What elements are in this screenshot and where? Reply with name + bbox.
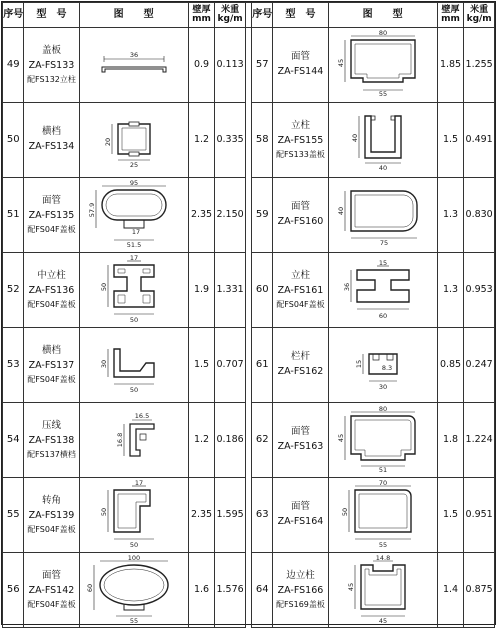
model-cell: 边立柱 ZA-FS166 配FS169盖板 <box>273 553 328 628</box>
svg-text:55: 55 <box>378 541 387 549</box>
profile-drawing <box>79 28 188 103</box>
table-row <box>3 178 495 253</box>
header-row <box>3 3 495 28</box>
svg-text:16.5: 16.5 <box>134 412 149 420</box>
svg-text:17: 17 <box>131 228 140 236</box>
profile-drawing <box>79 328 188 403</box>
model-cell: 盖板 ZA-FS133 配FS132立柱 <box>24 28 79 103</box>
table-row <box>3 328 495 403</box>
model-cell: 面管 ZA-FS144 <box>273 28 328 103</box>
weight-cell: 0.335 <box>215 103 246 178</box>
profile-drawing <box>328 478 437 553</box>
svg-text:17: 17 <box>134 480 143 487</box>
corner-profile-icon <box>84 480 184 550</box>
weight-cell: 0.830 <box>464 178 495 253</box>
weight-cell: 0.953 <box>464 253 495 328</box>
header-model: 型 号 <box>24 3 79 28</box>
seq-cell: 57 <box>252 28 273 103</box>
svg-text:55: 55 <box>378 90 387 98</box>
weight-cell: 0.875 <box>464 553 495 628</box>
thickness-cell: 2.35 <box>188 478 215 553</box>
thickness-cell: 1.9 <box>188 253 215 328</box>
seq-cell: 56 <box>3 553 24 628</box>
header-weight: 米重 kg/m <box>464 3 495 28</box>
thickness-cell: 0.9 <box>188 28 215 103</box>
oval-face-tube-profile-icon <box>84 180 184 250</box>
svg-text:40: 40 <box>350 133 359 143</box>
header-seq: 序号 <box>3 3 24 28</box>
svg-text:80: 80 <box>378 30 387 37</box>
profile-drawing <box>79 553 188 628</box>
svg-text:36: 36 <box>342 282 351 292</box>
model-cell: 面管 ZA-FS160 <box>273 178 328 253</box>
svg-text:30: 30 <box>378 383 387 391</box>
edge-post-profile-icon <box>333 555 433 625</box>
svg-text:40: 40 <box>378 164 387 172</box>
svg-text:51: 51 <box>378 466 387 474</box>
thickness-cell: 1.5 <box>437 478 464 553</box>
oval-face-tube-profile-icon <box>84 555 184 625</box>
svg-text:50: 50 <box>129 386 138 394</box>
table-row <box>3 103 495 178</box>
svg-text:45: 45 <box>378 617 387 625</box>
header-drawing: 图 型 <box>328 3 437 28</box>
svg-text:50: 50 <box>99 507 108 517</box>
svg-text:45: 45 <box>346 582 355 592</box>
weight-cell: 1.224 <box>464 403 495 478</box>
profile-drawing <box>79 178 188 253</box>
svg-text:15: 15 <box>354 359 363 369</box>
weight-cell: 0.113 <box>215 28 246 103</box>
seq-cell: 54 <box>3 403 24 478</box>
weight-cell: 0.707 <box>215 328 246 403</box>
seq-cell: 58 <box>252 103 273 178</box>
svg-text:50: 50 <box>99 282 108 292</box>
svg-text:8.3: 8.3 <box>381 364 392 372</box>
svg-text:17: 17 <box>129 255 138 262</box>
seq-cell: 60 <box>252 253 273 328</box>
seq-cell: 63 <box>252 478 273 553</box>
weight-cell: 0.491 <box>464 103 495 178</box>
svg-text:50: 50 <box>340 507 349 517</box>
railing-profile-icon <box>333 338 433 392</box>
header-weight: 米重 kg/m <box>215 3 246 28</box>
model-cell: 立柱 ZA-FS155 配FS133盖板 <box>273 103 328 178</box>
profile-drawing <box>79 103 188 178</box>
thickness-cell: 1.8 <box>437 403 464 478</box>
profile-spec-sheet <box>1 1 496 625</box>
model-cell: 横档 ZA-FS137 配FS04F盖板 <box>24 328 79 403</box>
rounded-face-tube-profile-icon <box>333 183 433 247</box>
model-cell: 面管 ZA-FS135 配FS04F盖板 <box>24 178 79 253</box>
thickness-cell: 1.4 <box>437 553 464 628</box>
svg-text:15: 15 <box>378 259 387 267</box>
weight-cell: 1.255 <box>464 28 495 103</box>
face-tube-profile-icon <box>333 406 433 474</box>
header-thickness: 壁厚 mm <box>437 3 464 28</box>
header-seq: 序号 <box>252 3 273 28</box>
rail-profile-icon <box>84 110 184 170</box>
thickness-cell: 1.3 <box>437 178 464 253</box>
thickness-cell: 1.5 <box>437 103 464 178</box>
model-cell: 转角 ZA-FS139 配FS04F盖板 <box>24 478 79 553</box>
thickness-cell: 1.3 <box>437 253 464 328</box>
svg-text:51.5: 51.5 <box>126 241 141 249</box>
middle-post-profile-icon <box>84 255 184 325</box>
weight-cell: 1.576 <box>215 553 246 628</box>
svg-text:45: 45 <box>336 58 345 68</box>
profile-drawing <box>328 28 437 103</box>
svg-text:25: 25 <box>129 161 138 169</box>
weight-cell: 1.595 <box>215 478 246 553</box>
seq-cell: 64 <box>252 553 273 628</box>
model-cell: 面管 ZA-FS164 <box>273 478 328 553</box>
svg-text:95: 95 <box>129 180 138 187</box>
weight-cell: 0.951 <box>464 478 495 553</box>
profile-drawing <box>79 478 188 553</box>
svg-text:30: 30 <box>99 359 108 369</box>
seq-cell: 49 <box>3 28 24 103</box>
svg-text:60: 60 <box>378 312 387 320</box>
table-row <box>3 403 495 478</box>
header-thickness: 壁厚 mm <box>188 3 215 28</box>
svg-text:80: 80 <box>378 406 387 413</box>
seq-cell: 51 <box>3 178 24 253</box>
profile-table <box>2 2 495 628</box>
table-row <box>3 28 495 103</box>
svg-text:100: 100 <box>127 555 140 562</box>
l-rail-profile-icon <box>84 335 184 395</box>
svg-text:60: 60 <box>85 583 94 593</box>
profile-drawing <box>328 553 437 628</box>
svg-text:75: 75 <box>379 239 388 247</box>
thickness-cell: 1.5 <box>188 328 215 403</box>
model-cell: 横档 ZA-FS134 <box>24 103 79 178</box>
svg-text:40: 40 <box>336 206 345 216</box>
weight-cell: 0.186 <box>215 403 246 478</box>
model-cell: 面管 ZA-FS163 <box>273 403 328 478</box>
cover-plate-profile-icon <box>84 45 184 85</box>
svg-text:50: 50 <box>129 541 138 549</box>
model-cell: 面管 ZA-FS142 配FS04F盖板 <box>24 553 79 628</box>
thickness-cell: 1.6 <box>188 553 215 628</box>
thickness-cell: 0.85 <box>437 328 464 403</box>
model-cell: 中立柱 ZA-FS136 配FS04F盖板 <box>24 253 79 328</box>
profile-drawing <box>328 328 437 403</box>
model-cell: 立柱 ZA-FS161 配FS04F盖板 <box>273 253 328 328</box>
svg-text:16.8: 16.8 <box>115 432 124 448</box>
weight-cell: 2.150 <box>215 178 246 253</box>
model-cell: 压线 ZA-FS138 配FS137横档 <box>24 403 79 478</box>
svg-text:50: 50 <box>129 316 138 324</box>
profile-drawing <box>79 403 188 478</box>
svg-text:14.8: 14.8 <box>375 555 390 562</box>
profile-drawing <box>328 403 437 478</box>
profile-drawing <box>328 103 437 178</box>
thickness-cell: 1.2 <box>188 103 215 178</box>
seq-cell: 62 <box>252 403 273 478</box>
svg-text:55: 55 <box>129 617 138 625</box>
svg-text:45: 45 <box>336 433 345 443</box>
thickness-cell: 2.35 <box>188 178 215 253</box>
profile-drawing <box>328 178 437 253</box>
weight-cell: 1.331 <box>215 253 246 328</box>
seq-cell: 61 <box>252 328 273 403</box>
post-h-profile-icon <box>333 258 433 322</box>
seq-cell: 52 <box>3 253 24 328</box>
face-tube-profile-icon <box>333 30 433 100</box>
model-cell: 栏杆 ZA-FS162 <box>273 328 328 403</box>
svg-text:57.9: 57.9 <box>87 202 96 218</box>
svg-text:36: 36 <box>129 51 138 59</box>
thickness-cell: 1.85 <box>437 28 464 103</box>
header-model: 型 号 <box>273 3 328 28</box>
bead-profile-icon <box>84 408 184 472</box>
seq-cell: 59 <box>252 178 273 253</box>
table-row <box>3 478 495 553</box>
table-row <box>3 253 495 328</box>
profile-drawing <box>328 253 437 328</box>
weight-cell: 0.247 <box>464 328 495 403</box>
seq-cell: 53 <box>3 328 24 403</box>
face-tube-profile-icon <box>333 480 433 550</box>
seq-cell: 50 <box>3 103 24 178</box>
header-drawing: 图 型 <box>79 3 188 28</box>
profile-drawing <box>79 253 188 328</box>
thickness-cell: 1.2 <box>188 403 215 478</box>
post-profile-icon <box>333 108 433 172</box>
table-row <box>3 553 495 628</box>
svg-text:20: 20 <box>103 137 112 147</box>
svg-text:70: 70 <box>378 480 387 487</box>
seq-cell: 55 <box>3 478 24 553</box>
